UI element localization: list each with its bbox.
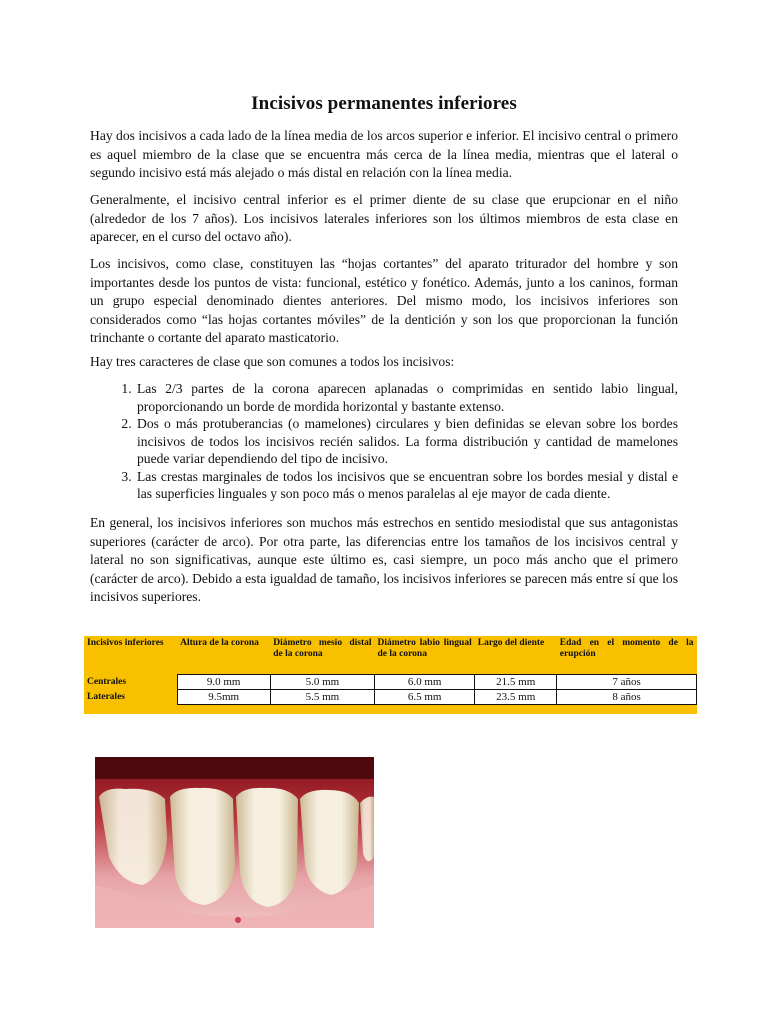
table-header-cell: Diámetro mesio distal de la corona: [270, 636, 374, 675]
table-header-cell: Largo del diente: [475, 636, 557, 675]
paragraph-1: Hay dos incisivos a cada lado de la línea media de los arcos superior e inferior. El incisivo central o primero es aquel miembro de la clase que se encuentra más cerca de la línea media, mientras que el lateral o segundo incisivo está más alejado o más distal en relación con la línea media.: [90, 128, 678, 180]
table-cell: 7 años: [557, 675, 697, 690]
list-item: 3. Las crestas marginales de todos los incisivos que se encuentran sobre los bordes mesial y distal e las superficies linguales y son poco más o menos paralelas al eje mayor de cada diente.: [135, 468, 678, 503]
row-label: Centrales: [84, 675, 177, 690]
table-cell: 23.5 mm: [475, 690, 557, 705]
table-row: [84, 675, 697, 690]
paragraph-5: En general, los incisivos inferiores son muchos más estrechos en sentido mesiodistal que sus antagonistas superiores (carácter de arco). Por otra parte, las diferencias entre los tamaños de los incisivos central y lateral no son significativas, aunque este último es, casi siempre, un poco más ancho que el primero (carácter de arco). Debido a esta igualdad de tamaño, los incisivos inferiores se parecen más entre sí que los incisivos superiores.: [90, 515, 678, 604]
page-title: Incisivos permanentes inferiores: [251, 93, 517, 114]
table-cell: 5.5 mm: [270, 690, 374, 705]
table-header-cell: Incisivos inferiores: [84, 636, 177, 675]
table-cell: 9.5mm: [177, 690, 270, 705]
paragraph-4: Hay tres caracteres de clase que son comunes a todos los incisivos:: [90, 354, 455, 369]
table-header-cell: Altura de la corona: [177, 636, 270, 675]
teeth-illustration: [95, 757, 374, 928]
row-label: Laterales: [84, 690, 177, 705]
list-item: 2. Dos o más protuberancias (o mamelones) circulares y bien definidas se elevan sobre los bordes incisivos de todos los incisivos recién salidos. La forma distribución y cantidad de mamelones puede variar dependiendo del tipo de incisivo.: [135, 415, 678, 468]
table-cell: 5.0 mm: [270, 675, 374, 690]
table-cell: 9.0 mm: [177, 675, 270, 690]
table-header-cell: Diámetro labio lingual de la corona: [375, 636, 475, 675]
class-characteristics-list: [90, 380, 678, 503]
paragraph-3: Los incisivos, como clase, constituyen las “hojas cortantes” del aparato triturador del hombre y son importantes desde los puntos de vista: funcional, estético y fonético. Además, junto a los caninos, forman un grupo especial denominado dientes anteriores. Del mismo modo, los incisivos inferiores son considerados como “las hojas cortantes móviles” de la dentición y son los que proporcionan la función trinchante o cortante del aparato masticatorio.: [90, 256, 678, 345]
table-header-cell: Edad en el momento de la erupción: [557, 636, 697, 675]
list-item: 1. Las 2/3 partes de la corona aparecen aplanadas o comprimidas en sentido labio lingual, proporcionando un borde de mordida horizontal y bastante extenso.: [135, 380, 678, 415]
incisors-table: [84, 636, 697, 705]
table-cell: 8 años: [557, 690, 697, 705]
table-cell: 6.0 mm: [375, 675, 475, 690]
table-cell: 6.5 mm: [375, 690, 475, 705]
lower-incisors-photo: [95, 757, 374, 928]
table-header-row: [84, 636, 697, 675]
paragraph-2: Generalmente, el incisivo central inferior es el primer diente de su clase que erupcionar en el niño (alrededor de los 7 años). Los incisivos laterales inferiores son los últimos miembros de esta clase en aparecer, en el curso del octavo año).: [90, 192, 678, 244]
table-cell: 21.5 mm: [475, 675, 557, 690]
table-row: [84, 690, 697, 705]
mouth-shadow: [95, 757, 374, 779]
